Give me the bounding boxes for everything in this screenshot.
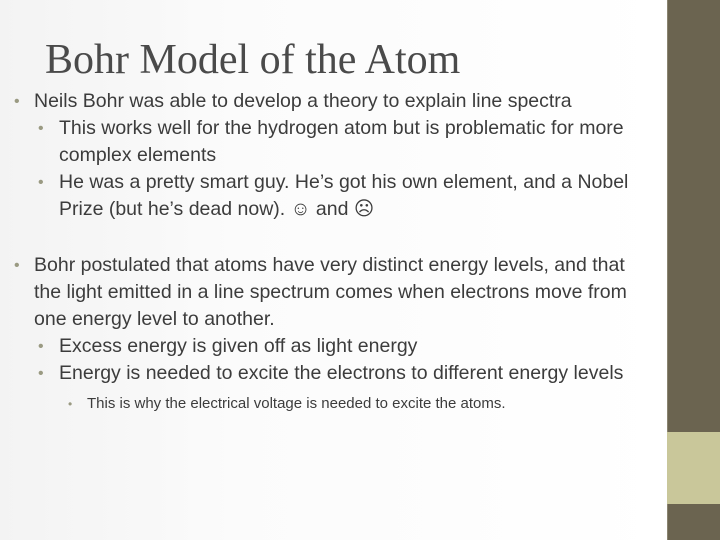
bullet-text: Neils Bohr was able to develop a theory to explain line spectra — [34, 90, 572, 112]
bullet-dot-icon: • — [38, 365, 44, 382]
bullet-dot-icon: • — [38, 120, 44, 137]
sub-bullet-text: He was a pretty smart guy. He’s got his own element, and a Nobel Prize (but he’s dead now). ☺ and ☹ — [59, 171, 629, 220]
bullet-dot-icon: • — [38, 174, 44, 191]
decorative-sidebar-accent — [667, 432, 720, 504]
sub-bullet-text: This works well for the hydrogen atom but is problematic for more complex elements — [59, 117, 624, 166]
sub-bullet-item-2-2 — [13, 360, 653, 387]
bullet-dot-icon: • — [14, 93, 20, 110]
bullet-text: Bohr postulated that atoms have very distinct energy levels, and that the light emitted in a line spectrum comes when electrons move from one energy level to another. — [34, 254, 627, 330]
spacer — [13, 223, 653, 252]
bullet-item-2 — [13, 252, 653, 333]
sub-bullet-item-1-1 — [13, 115, 653, 169]
slide-title: Bohr Model of the Atom — [45, 37, 461, 83]
bullet-dot-icon: • — [14, 257, 20, 274]
bullet-dot-icon: • — [68, 397, 73, 411]
sub-bullet-text: Energy is needed to excite the electrons to different energy levels — [59, 362, 624, 384]
slide-body — [13, 88, 653, 415]
bullet-dot-icon: • — [38, 338, 44, 355]
sub-sub-bullet-item-2-2-1 — [13, 393, 653, 415]
bullet-item-1 — [13, 88, 653, 115]
sub-bullet-text: Excess energy is given off as light energy — [59, 335, 418, 357]
sub-bullet-item-2-1 — [13, 333, 653, 360]
sub-sub-bullet-text: This is why the electrical voltage is needed to excite the atoms. — [87, 395, 506, 412]
sub-bullet-item-1-2 — [13, 169, 653, 223]
decorative-sidebar — [667, 0, 720, 540]
